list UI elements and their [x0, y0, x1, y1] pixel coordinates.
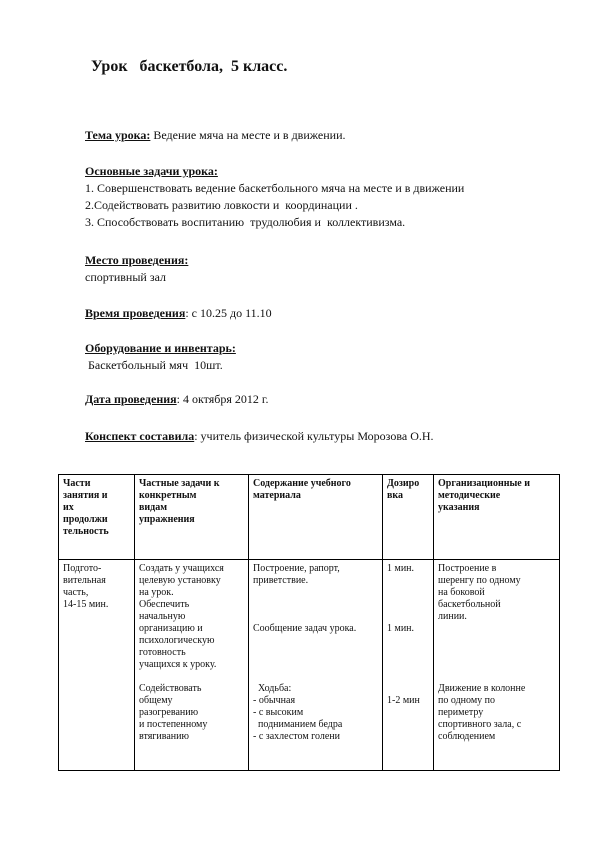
- cell-line: Сообщение задач урока.: [253, 623, 357, 634]
- spacer: [253, 659, 378, 671]
- topic-value: Ведение мяча на месте и в движении.: [150, 128, 346, 142]
- spacer: [387, 575, 429, 587]
- cell-line: Создать у учащихся: [139, 563, 224, 574]
- spacer: [438, 635, 555, 647]
- cell-line: приветствие.: [253, 575, 309, 586]
- spacer: [438, 671, 555, 683]
- cell-tasks: [135, 560, 249, 771]
- cell-line: часть,: [63, 587, 89, 598]
- lesson-time: [85, 305, 272, 322]
- table-header-row: [59, 475, 560, 560]
- cell-line: Движение в колонне: [438, 683, 526, 694]
- cell-line: - с захлестом голени: [253, 731, 341, 742]
- lesson-author: [85, 428, 434, 445]
- topic-label: Тема урока:: [85, 128, 151, 142]
- cell-line: общему: [139, 695, 173, 706]
- lesson-topic: [85, 127, 346, 144]
- header-cell-tasks: [135, 475, 249, 560]
- header-line: продолжи: [63, 514, 108, 525]
- cell-line: - обычная: [253, 695, 296, 706]
- cell-line: Подгото-: [63, 563, 102, 574]
- spacer: [438, 623, 555, 635]
- spacer: [438, 659, 555, 671]
- cell-line: Ходьба:: [253, 683, 292, 694]
- equipment-label: Оборудование и инвентарь:: [85, 341, 236, 355]
- cell-line: втягиванию: [139, 731, 189, 742]
- cell-line: учащихся к уроку.: [139, 659, 217, 670]
- lesson-equipment: [85, 340, 236, 374]
- spacer: [387, 635, 429, 647]
- lesson-tasks: [85, 163, 464, 231]
- cell-line: - с высоким: [253, 707, 304, 718]
- lesson-date: [85, 391, 268, 408]
- cell-line: 1-2 мин: [387, 695, 420, 706]
- spacer: [253, 671, 378, 683]
- cell-line: Обеспечить: [139, 599, 190, 610]
- cell-line: Построение, рапорт,: [253, 563, 340, 574]
- cell-dosage: [383, 560, 434, 771]
- cell-line: спортивного зала, с: [438, 719, 522, 730]
- tasks-label: Основные задачи урока:: [85, 164, 218, 178]
- cell-line: 1 мин.: [387, 623, 415, 634]
- spacer: [387, 683, 429, 695]
- header-line: их: [63, 502, 74, 513]
- spacer: [387, 659, 429, 671]
- header-line: конкретным: [139, 490, 197, 501]
- header-cell-content: [249, 475, 383, 560]
- cell-line: баскетбольной: [438, 599, 501, 610]
- cell-line: соблюдением: [438, 731, 496, 742]
- spacer: [253, 635, 378, 647]
- cell-line: разогреванию: [139, 707, 199, 718]
- task-item: 2.Содействовать развитию ловкости и координации .: [85, 198, 358, 212]
- cell-line: на боковой: [438, 587, 485, 598]
- cell-notes: [434, 560, 560, 771]
- header-line: Содержание учебного: [253, 478, 351, 489]
- cell-line: 14-15 мин.: [63, 599, 109, 610]
- cell-line: целевую установку: [139, 575, 221, 586]
- header-line: указания: [438, 502, 480, 513]
- lesson-plan-table: [58, 474, 560, 771]
- spacer: [253, 611, 378, 623]
- spacer: [387, 599, 429, 611]
- cell-line: по одному по: [438, 695, 495, 706]
- spacer: [253, 647, 378, 659]
- cell-line: линии.: [438, 611, 467, 622]
- header-line: методические: [438, 490, 501, 501]
- header-cell-parts: [59, 475, 135, 560]
- spacer: [387, 647, 429, 659]
- cell-line: организацию и: [139, 623, 203, 634]
- cell-part: [59, 560, 135, 771]
- cell-line: вительная: [63, 575, 106, 586]
- spacer: [253, 587, 378, 599]
- header-line: Организационные и: [438, 478, 530, 489]
- date-label: Дата проведения: [85, 392, 177, 406]
- author-label: Конспект составила: [85, 429, 195, 443]
- header-cell-dosage: [383, 475, 434, 560]
- spacer: [387, 587, 429, 599]
- cell-line: психологическую: [139, 635, 215, 646]
- header-cell-notes: [434, 475, 560, 560]
- spacer: [253, 599, 378, 611]
- place-value: спортивный зал: [85, 270, 166, 284]
- spacer: [387, 611, 429, 623]
- lesson-place: [85, 252, 188, 286]
- cell-line: подниманием бедра: [253, 719, 343, 730]
- cell-content: [249, 560, 383, 771]
- header-line: материала: [253, 490, 301, 501]
- cell-line: готовность: [139, 647, 186, 658]
- cell-line: Построение в: [438, 563, 497, 574]
- task-item: 1. Совершенствовать ведение баскетбольного мяча на месте и в движении: [85, 181, 465, 195]
- place-label: Место проведения:: [85, 253, 189, 267]
- cell-line: на урок.: [139, 587, 174, 598]
- task-item: 3. Способствовать воспитанию трудолюбия и коллективизма.: [85, 215, 406, 229]
- header-line: Части: [63, 478, 91, 489]
- cell-line: начальную: [139, 611, 186, 622]
- cell-line: 1 мин.: [387, 563, 415, 574]
- author-value: : учитель физической культуры Морозова О.Н.: [194, 429, 434, 443]
- header-line: упражнения: [139, 514, 195, 525]
- cell-line: Содействовать: [139, 683, 202, 694]
- header-line: вка: [387, 490, 404, 501]
- cell-line: и постепенному: [139, 719, 208, 730]
- header-line: Частные задачи к: [139, 478, 220, 489]
- spacer: [139, 671, 244, 683]
- header-line: занятия и: [63, 490, 108, 501]
- time-label: Время проведения: [85, 306, 186, 320]
- spacer: [438, 647, 555, 659]
- header-line: Дозиро: [387, 478, 420, 489]
- date-value: : 4 октября 2012 г.: [176, 392, 269, 406]
- time-value: : с 10.25 до 11.10: [185, 306, 272, 320]
- page-title: Урок баскетбола, 5 класс.: [91, 58, 288, 75]
- cell-line: шеренгу по одному: [438, 575, 521, 586]
- table-row: [59, 560, 560, 771]
- equipment-value: Баскетбольный мяч 10шт.: [85, 358, 223, 372]
- header-line: видам: [139, 502, 168, 513]
- spacer: [387, 671, 429, 683]
- header-line: тельность: [63, 526, 109, 537]
- cell-line: периметру: [438, 707, 484, 718]
